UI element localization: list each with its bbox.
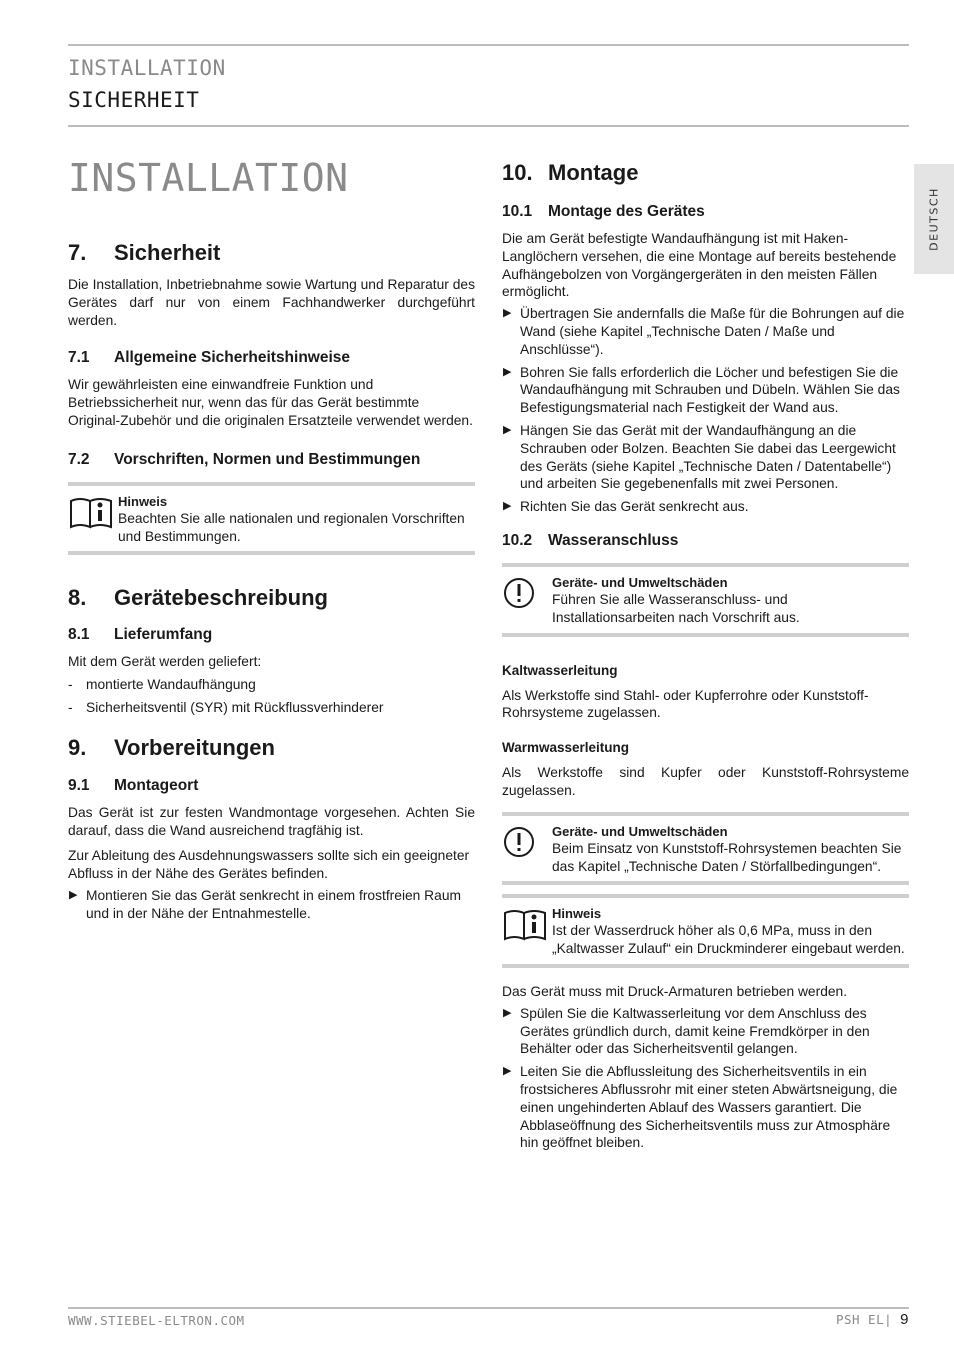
section-7-1-text: Wir gewährleisten eine einwandfreie Funktion und Betriebssicherheit nur, wenn das für das Gerät bestimmte Original-Zubehör und die originalen Ersatzteile verwendet werden. [68,377,473,428]
subsection-number: 7.1 [68,349,90,367]
section-10-1-intro: Die am Gerät befestigte Wandaufhängung ist mit Haken-Langlöchern versehen, die eine Montage auf bereits bestehende Aufhängebolzen von Vorgängergeräten in den meisten Fällen ermöglicht. [502,231,897,300]
warm-water-heading: Warmwasserleitung [502,740,630,756]
section-10-1-heading [502,203,909,221]
section-10-1-steps [502,305,909,516]
footer-product: PSH EL [835,1312,885,1327]
header-category: INSTALLATION [68,56,226,80]
list-item: - montierte Wandaufhängung [68,676,475,694]
section-7-intro: Die Installation, Inbetriebnahme sowie Wartung und Reparatur des Gerätes darf nur von einem Fachhandwerker durchgeführt werden. [68,277,475,328]
section-title: Gerätebeschreibung [114,585,328,611]
subsection-number: 9.1 [68,776,90,794]
subsection-title: Wasseranschluss [548,531,679,549]
triangle-right-icon: ▶ [503,423,512,436]
list-item: - Sicherheitsventil (SYR) mit Rückflussverhinderer [68,699,475,717]
note-text: Beachten Sie alle nationalen und regionalen Vorschriften und Bestimmungen. [118,510,465,544]
section-9-1-steps [68,887,475,923]
footer-url: WWW.STIEBEL-ELTRON.COM [68,1313,245,1328]
subsection-title: Montageort [114,776,199,794]
subsection-title: Montage des Gerätes [548,203,705,220]
step-text: Leiten Sie die Abflussleitung des Sicherheitsventils in ein frostsicheres Abflussrohr mit einer steten Abwärtsneigung, die einen ungehinderten Ablauf des Wassers garantiert. Die Abblaseöffnung des Sicherheitsventils muss zur Atmosphäre hin geöffnet bleiben. [520,1064,898,1151]
step-text: Hängen Sie das Gerät mit der Wandaufhängung an die Schrauben oder Bolzen. Beachten Sie dabei das Leergewicht des Geräts (siehe Kapitel „Technische Daten / Datentabelle“) und arbeiten Sie gegebenenfalls mit zwei Personen. [520,422,896,492]
section-title: Sicherheit [114,240,221,265]
section-7-2-heading [68,451,475,469]
step-item [68,887,475,923]
page-title: INSTALLATION [68,156,349,200]
step-text: Bohren Sie falls erforderlich die Löcher und befestigen Sie die Wandaufhängung mit Schrauben und Dübeln. Wählen Sie das Befestigungsmaterial nach Festigkeit der Wand aus. [520,364,900,416]
section-9-1-p1: Das Gerät ist zur festen Wandmontage vorgesehen. Achten Sie darauf, dass die Wand ausreichend tragfähig ist. [68,804,475,838]
warning-text: Führen Sie alle Wasseranschluss- und Installationsarbeiten nach Vorschrift aus. [552,591,800,625]
warning-title: Geräte- und Umweltschäden [552,574,728,590]
section-8-1-intro: Mit dem Gerät werden geliefert: [68,654,262,670]
exclamation-circle-icon [502,574,552,627]
step-item [502,305,909,358]
subsection-number: 10.1 [502,203,533,220]
warm-water-text: Als Werkstoffe sind Kupfer oder Kunststoff-Rohrsysteme zugelassen. [502,765,909,798]
subsection-number: 10.2 [502,531,533,549]
section-9-1-heading [68,777,475,795]
triangle-right-icon: ▶ [503,1065,512,1078]
triangle-right-icon: ▶ [503,365,512,378]
language-tab-label: DEUTSCH [927,187,941,251]
note-title: Hinweis [552,906,602,922]
section-9-1-p2: Zur Ableitung des Ausdehnungswassers sollte sich ein geeigneter Abfluss in der Nähe des Gerätes befinden. [68,848,470,882]
section-8-heading [68,585,475,611]
cold-water-heading: Kaltwasserleitung [502,662,618,678]
book-info-icon [68,493,118,546]
subsection-title: Lieferumfang [114,626,213,644]
cold-water-text: Als Werkstoffe sind Stahl- oder Kupferrohre oder Kunststoff-Rohrsysteme zugelassen. [502,687,869,721]
footer-separator: | [884,1312,893,1327]
header-top-rule [68,44,909,46]
triangle-right-icon: ▶ [69,888,78,901]
step-text: Übertragen Sie andernfalls die Maße für die Bohrungen auf die Wand (siehe Kapitel „Technische Daten / Maße und Anschlüsse“). [520,306,905,357]
section-number: 8. [68,585,87,611]
hinweis-note [502,894,909,968]
footer-page-info [836,1311,909,1328]
step-item [502,422,909,493]
section-10-heading [502,160,909,186]
warning-note [502,563,909,637]
triangle-right-icon: ▶ [503,1006,512,1019]
page-number: 9 [900,1311,909,1328]
section-number: 9. [68,734,87,760]
language-tab [914,164,954,274]
step-item [502,1005,909,1058]
triangle-right-icon: ▶ [503,307,512,320]
book-info-icon [502,905,552,958]
pressure-text: Das Gerät muss mit Druck-Armaturen betrieben werden. [502,983,848,999]
step-text: Spülen Sie die Kaltwasserleitung vor dem Anschluss des Gerätes gründlich durch, damit keine Fremdkörper in den Behälter oder das Sicherheitsventil gelangen. [520,1005,870,1057]
right-column [502,160,909,1157]
section-9-heading [68,735,475,761]
step-text: Montieren Sie das Gerät senkrecht in einem frostfreien Raum und in der Nähe der Entnahmestelle. [86,887,461,921]
section-8-1-heading [68,626,475,644]
step-item [502,364,909,417]
triangle-right-icon: ▶ [503,500,512,513]
delivery-list [68,676,475,717]
section-number: 10. [502,160,533,185]
step-item [502,498,909,516]
section-10-2-heading [502,532,909,550]
subsection-title: Vorschriften, Normen und Bestimmungen [114,450,421,468]
note-text: Ist der Wasserdruck höher als 0,6 MPa, muss in den „Kaltwasser Zulauf“ ein Druckminderer eingebaut werden. [552,923,905,957]
step-item [502,1063,909,1152]
note-title: Hinweis [118,493,168,509]
step-text: Richten Sie das Gerät senkrecht aus. [520,499,749,515]
hinweis-note [68,482,475,556]
subsection-number: 7.2 [68,450,90,468]
footer-rule [68,1307,909,1309]
section-7-1-heading [68,349,475,367]
exclamation-circle-icon [502,823,552,876]
section-title: Montage [548,160,639,185]
section-7-heading [68,240,475,266]
warning-text: Beim Einsatz von Kunststoff-Rohrsystemen beachten Sie das Kapitel „Technische Daten / Störfallbedingungen“. [552,840,902,874]
header-subtitle: SICHERHEIT [68,88,200,112]
warning-title: Geräte- und Umweltschäden [552,823,728,839]
left-column [68,240,475,928]
section-number: 7. [68,240,87,265]
section-title: Vorbereitungen [114,734,275,760]
subsection-title: Allgemeine Sicherheitshinweise [114,349,351,367]
header-bottom-rule [68,125,909,127]
section-10-2-steps [502,1005,909,1152]
subsection-number: 8.1 [68,626,90,644]
warning-note [502,812,909,886]
